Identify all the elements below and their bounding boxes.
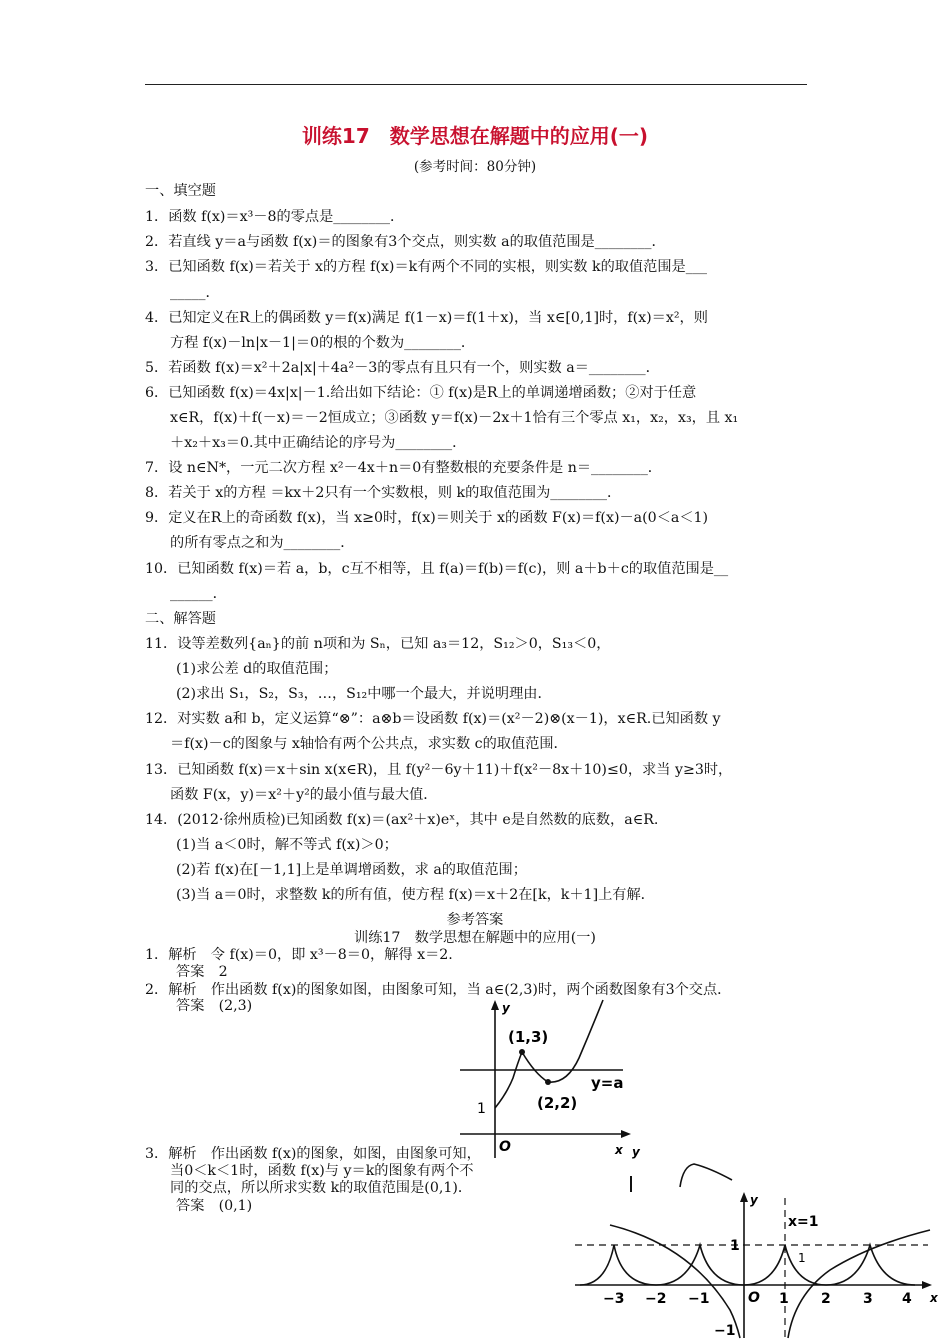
- graph1-min-label: (2,2): [537, 1094, 578, 1112]
- graph1-origin-label: O: [499, 1139, 511, 1155]
- answer-line: 答案 2: [176, 964, 228, 980]
- graph2-tick-label: 2: [821, 1291, 831, 1307]
- question-line: 12．对实数 a和 b，定义运算“⊗”：a⊗b＝设函数 f(x)＝(x²－2)⊗(x－1)，x∈R.已知函数 y: [145, 711, 721, 727]
- page-title: 训练17 数学思想在解题中的应用(一): [301, 124, 649, 148]
- question-line: 11．设等差数列{aₙ}的前 n项和为 Sₙ，已知 a₃＝12，S₁₂＞0，S₁₃＜0，: [145, 636, 611, 652]
- page-subtitle: (参考时间：80分钟): [413, 159, 537, 175]
- graph2-line-label: x=1: [788, 1214, 819, 1230]
- graph2-y-tick-top: 1: [730, 1238, 740, 1254]
- graph2-x-arrow: [922, 1281, 932, 1289]
- graph2-origin-label: O: [748, 1290, 760, 1306]
- question-line: 10．已知函数 f(x)＝若 a，b，c互不相等，且 f(a)＝f(b)＝f(c)，则 a＋b＋c的取值范围是__: [145, 561, 729, 577]
- question-line: (1)当 a＜0时，解不等式 f(x)＞0；: [176, 837, 398, 853]
- question-line: 2．若直线 y＝a与函数 f(x)＝的图象有3个交点，则实数 a的取值范围是________．: [145, 234, 666, 250]
- graph2-y-label: y: [750, 1193, 758, 1207]
- answer-line: 2．解析 作出函数 f(x)的图象如图，由图象可知，当 a∈(2,3)时，两个函数图象有3个交点．: [145, 982, 732, 998]
- question-line: 函数 F(x，y)＝x²＋y²的最小值与最大值．: [170, 787, 438, 803]
- graph2-y-arrow: [740, 1192, 748, 1202]
- question-line: x∈R，f(x)＋f(－x)＝－2恒成立；③函数 y＝f(x)－2x＋1恰有三个零点 x₁，x₂，x₃，且 x₁: [170, 410, 739, 426]
- graph1-line-label: y=a: [591, 1074, 624, 1092]
- graph1-intercept-label: 1: [477, 1101, 486, 1117]
- graph2-tick-label: 3: [863, 1291, 873, 1307]
- graph2-inner-label: 1: [798, 1251, 806, 1265]
- graph3-curve-fragment: [680, 1164, 732, 1187]
- answer-line: 1．解析 令 f(x)＝0，即 x³－8＝0，解得 x＝2.: [145, 947, 453, 963]
- question-line: 7．设 n∈N*，一元二次方程 x²－4x＋n＝0有整数根的充要条件是 n＝________．: [145, 460, 662, 476]
- question-line: _____．: [170, 285, 220, 301]
- section1-heading: 一、填空题: [145, 183, 216, 199]
- question-line: 方程 f(x)－ln|x－1|＝0的根的个数为________．: [170, 335, 476, 351]
- graph3-y-label: y: [632, 1145, 640, 1159]
- question-line: 13．已知函数 f(x)＝x＋sin x(x∈R)，且 f(y²－6y＋11)＋f(x²－8x＋10)≤0，求当 y≥3时，: [145, 762, 733, 778]
- graph2-y-tick-bottom: −1: [714, 1323, 736, 1339]
- graph1-y-label: y: [502, 1001, 510, 1015]
- graph2-tick-label: −2: [645, 1291, 667, 1307]
- graph-answer-4: [570, 1190, 945, 1340]
- question-line: ＝f(x)－c的图象与 x轴恰有两个公共点，求实数 c的取值范围．: [170, 736, 568, 752]
- graph1-point-max: [519, 1049, 525, 1055]
- question-line: 14．(2012·徐州质检)已知函数 f(x)＝(ax²＋x)eˣ，其中 e是自然数的底数，a∈R.: [145, 812, 659, 828]
- question-line: ＋x₂＋x₃＝0.其中正确结论的序号为________．: [170, 435, 467, 451]
- question-line: (2)求出 S₁，S₂，S₃，…，S₁₂中哪一个最大，并说明理由．: [176, 686, 552, 702]
- answers-heading: 参考答案: [446, 912, 504, 928]
- graph1-point-min: [545, 1079, 551, 1085]
- question-line: 5．若函数 f(x)＝x²＋2a|x|＋4a²－3的零点有且只有一个，则实数 a＝________．: [145, 360, 660, 376]
- question-line: ______．: [170, 586, 227, 602]
- question-line: 3．已知函数 f(x)＝若关于 x的方程 f(x)＝k有两个不同的实根，则实数 k的取值范围是___: [145, 259, 708, 275]
- graph2-tick-label: −3: [603, 1291, 625, 1307]
- answer-line: 3．解析 作出函数 f(x)的图象，如图，由图象可知，: [145, 1146, 481, 1162]
- question-line: (3)当 a＝0时，求整数 k的所有值，使方程 f(x)＝x＋2在[k，k＋1]上有解．: [176, 887, 655, 903]
- question-line: 1．函数 f(x)＝x³－8的零点是________．: [145, 209, 405, 225]
- question-line: (2)若 f(x)在[－1,1]上是单调增函数，求 a的取值范围；: [176, 862, 527, 878]
- question-line: 9．定义在R上的奇函数 f(x)，当 x≥0时，f(x)＝则关于 x的函数 F(x)＝f(x)－a(0＜a＜1): [145, 510, 709, 526]
- answers-title: 训练17 数学思想在解题中的应用(一): [354, 930, 596, 946]
- graph1-y-arrow: [491, 1000, 499, 1010]
- question-line: 8．若关于 x的方程 ＝kx＋2只有一个实数根，则 k的取值范围为________．: [145, 485, 622, 501]
- section2-heading: 二、解答题: [145, 611, 216, 627]
- graph1-max-label: (1,3): [508, 1028, 549, 1046]
- top-rule: [145, 84, 807, 85]
- question-line: 6．已知函数 f(x)＝4x|x|－1.给出如下结论：① f(x)是R上的单调递增函数；②对于任意: [145, 385, 697, 401]
- graph2-x-label: x: [930, 1291, 938, 1305]
- graph1-x-arrow: [621, 1130, 631, 1138]
- answer-line: 答案 (2,3): [176, 998, 253, 1014]
- graph1-x-label: x: [615, 1143, 623, 1157]
- question-line: (1)求公差 d的取值范围；: [176, 661, 338, 677]
- graph1-curve-left: [495, 1052, 522, 1108]
- graph2-tick-label: 1: [779, 1291, 789, 1307]
- answer-line: 当0＜k＜1时，函数 f(x)与 y＝k的图象有两个不: [170, 1163, 474, 1179]
- graph2-tick-label: −1: [688, 1291, 710, 1307]
- graph2-tick-label: 4: [902, 1291, 912, 1307]
- graph-answer-2: [455, 998, 645, 1168]
- answer-line: 答案 (0,1): [176, 1198, 253, 1214]
- question-line: 的所有零点之和为________．: [170, 535, 355, 551]
- answer-line: 同的交点，所以所求实数 k的取值范围是(0,1)．: [170, 1180, 473, 1196]
- question-line: 4．已知定义在R上的偶函数 y＝f(x)满足 f(1－x)＝f(1＋x)，当 x∈[0,1]时，f(x)＝x²，则: [145, 310, 708, 326]
